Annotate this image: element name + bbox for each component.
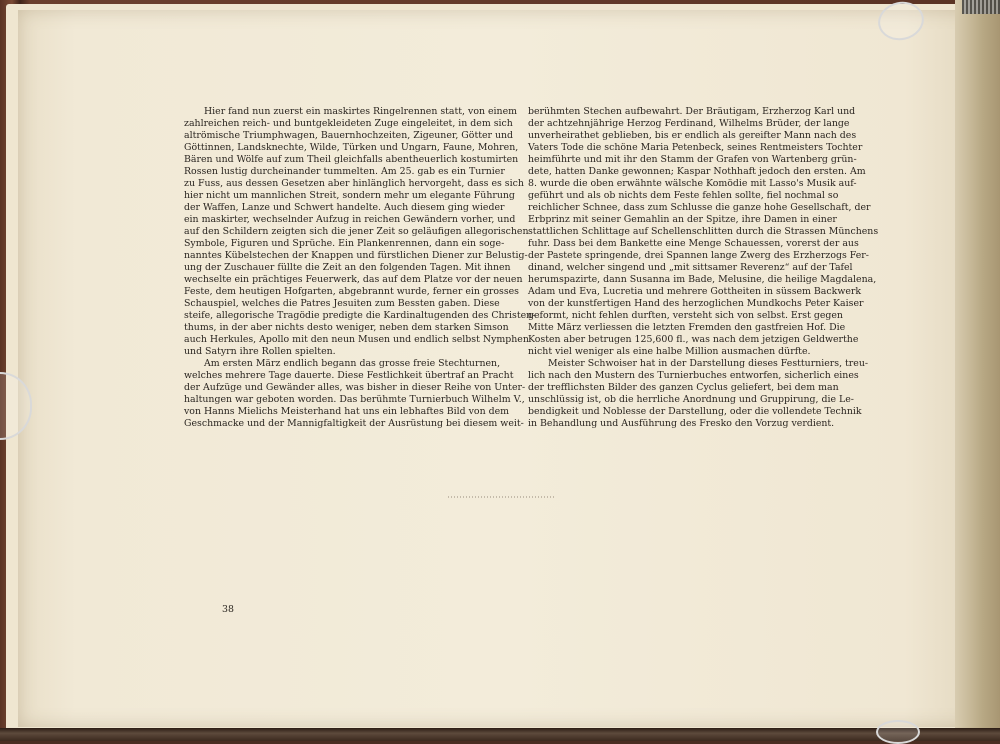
text-line-content: der Pastete springende, drei Spannen lange Zwerg des Erzherzogs Fer- <box>528 250 869 262</box>
text-line <box>528 346 832 358</box>
text-line <box>528 418 835 430</box>
text-line <box>528 322 846 334</box>
text-line-content: wechselte ein prächtiges Feuerwerk, das auf dem Platze vor der neuen <box>184 274 523 286</box>
text-line-content: Geschmacke und der Mannigfaltigkeit der Ausrüstung bei diesem weit- <box>184 418 524 430</box>
text-line-content: Kosten aber betrugen 125,600 fl., was nach dem jetzigen Geldwerthe <box>528 334 859 346</box>
text-line-content: zu Fuss, aus dessen Gesetzen aber hinlänglich hervorgeht, dass es sich <box>184 178 524 190</box>
text-line-content: von Hanns Mielichs Meisterhand hat uns ein lebhaftes Bild von dem <box>184 406 510 418</box>
text-line <box>528 262 853 274</box>
text-line-content: fuhr. Dass bei dem Bankette eine Menge Schauessen, vorerst der aus <box>528 238 859 250</box>
text-line-content: nicht viel weniger als eine halbe Million ausmachen dürfte. <box>528 346 811 358</box>
page-number: 38 <box>222 604 234 615</box>
text-line-content: ein maskirter, wechselnder Aufzug in reichen Gewändern vorher, und <box>184 214 516 226</box>
text-line <box>528 298 864 310</box>
text-line <box>528 214 837 226</box>
text-line-content: Mitte März verliessen die letzten Fremden den gastfreien Hof. Die <box>528 322 846 334</box>
text-line-content: zahlreichen reich- und buntgekleideten Zuge eingeleitet, in dem sich <box>184 118 513 130</box>
text-line <box>528 406 862 418</box>
text-line-content: Rossen lustig durcheinander tummelten. Am 25. gab es ein Turnier <box>184 166 505 178</box>
text-line-content: Am ersten März endlich begann das grosse freie Stechturnen, <box>204 358 501 370</box>
text-line-content: 8. wurde die oben erwähnte wälsche Komödie mit Lasso's Musik auf- <box>528 178 857 190</box>
text-line <box>528 130 857 142</box>
text-line <box>528 178 857 190</box>
text-line-content: herumspazirte, dann Susanna im Bade, Melusine, die heilige Magdalena, <box>528 274 877 286</box>
text-line-content: Bären und Wölfe auf zum Theil gleichfalls abentheuerlich kostumirten <box>184 154 519 166</box>
text-line-content: berühmten Stechen aufbewahrt. Der Bräutigam, Erzherzog Karl und <box>528 106 856 117</box>
text-line <box>528 382 839 394</box>
text-line-content: dete, hatten Danke gewonnen; Kaspar Nothhaft jedoch den ersten. Am <box>528 166 866 178</box>
text-line-content: Schauspiel, welches die Patres Jesuiten zum Bessten gaben. Diese <box>184 298 500 310</box>
text-line <box>184 418 524 430</box>
text-line-content: haltungen war geboten worden. Das berühmte Turnierbuch Wilhelm V., <box>184 394 525 406</box>
text-line <box>184 202 505 214</box>
text-line <box>184 106 518 118</box>
text-line <box>528 310 843 322</box>
text-line <box>528 106 856 118</box>
text-line <box>184 262 511 274</box>
text-line <box>528 142 863 154</box>
text-line <box>528 394 854 406</box>
text-line-content: lich nach den Mustern des Turnierbuches entworfen, sicherlich eines <box>528 370 859 382</box>
text-line-content: Göttinnen, Landsknechte, Wilde, Türken und Ungarn, Faune, Mohren, <box>184 142 519 154</box>
text-line <box>184 394 525 406</box>
text-line <box>184 190 515 202</box>
text-line <box>184 346 490 358</box>
text-line <box>528 238 859 250</box>
text-line <box>184 118 513 130</box>
text-line <box>528 250 869 262</box>
text-line-content: auf den Schildern zeigten sich die jener Zeit so geläufigen allegorischen <box>184 226 529 238</box>
bottom-edge <box>0 728 1000 741</box>
text-line <box>184 286 519 298</box>
text-line <box>528 202 871 214</box>
text-line <box>528 358 869 370</box>
text-line-content: von der kunstfertigen Hand des herzoglichen Mundkochs Peter Kaiser <box>528 298 864 310</box>
text-line-content: unverheirathet geblieben, bis er endlich als gereifter Mann nach des <box>528 130 857 142</box>
text-line <box>528 370 859 382</box>
text-line-content: Symbole, Figuren und Sprüche. Ein Plankenrennen, dann ein soge- <box>184 238 505 250</box>
text-line <box>528 226 879 238</box>
text-line-content: Hier fand nun zuerst ein maskirtes Ringelrennen statt, von einem <box>204 106 518 117</box>
text-line-content: Adam und Eva, Lucretia und mehrere Gottheiten in süssem Backwerk <box>528 286 862 298</box>
text-line <box>184 166 505 178</box>
text-line <box>184 238 505 250</box>
text-line-content: der Waffen, Lanze und Schwert handelte. Auch diesem ging wieder <box>184 202 505 214</box>
text-line <box>184 406 510 418</box>
page-clip-bottom <box>876 720 920 744</box>
text-line <box>184 142 519 154</box>
text-line-content: thums, in der aber nichts desto weniger, neben dem starken Simson <box>184 322 509 334</box>
text-line-content: bendigkeit und Noblesse der Darstellung, oder die vollendete Technik <box>528 406 862 418</box>
text-line <box>528 190 839 202</box>
text-line <box>528 154 857 166</box>
spiral-binding <box>962 0 1000 14</box>
text-line <box>184 130 514 142</box>
text-line-content: in Behandlung und Ausführung des Fresko den Vorzug verdient. <box>528 418 835 430</box>
text-column-left <box>184 106 536 430</box>
text-line-content: hier nicht um mannlichen Streit, sondern mehr um elegante Führung <box>184 190 515 202</box>
text-line <box>184 274 523 286</box>
text-line-content: heimführte und mit ihr den Stamm der Grafen von Wartenberg grün- <box>528 154 857 166</box>
text-line-content: unschlüssig ist, ob die herrliche Anordnung und Gruppirung, die Le- <box>528 394 854 406</box>
text-line <box>528 334 859 346</box>
text-line-content: geführt und als ob nichts dem Feste fehlen sollte, fiel nochmal so <box>528 190 839 202</box>
text-line-content: der trefflichsten Bilder des ganzen Cyclus geliefert, bei dem man <box>528 382 839 394</box>
text-line <box>184 178 524 190</box>
text-line <box>528 166 866 178</box>
text-line <box>184 322 509 334</box>
text-line-content: geformt, nicht fehlen durften, versteht sich von selbst. Erst gegen <box>528 310 843 322</box>
text-line <box>184 154 519 166</box>
text-line-content: Erbprinz mit seiner Gemahlin an der Spitze, ihre Damen in einer <box>528 214 837 226</box>
text-line <box>184 250 528 262</box>
text-line-content: nanntes Kübelstechen der Knappen und fürstlichen Diener zur Belustig- <box>184 250 528 262</box>
text-line-content: steife, allegorische Tragödie predigte die Kardinaltugenden des Christen- <box>184 310 536 322</box>
text-line <box>184 298 500 310</box>
text-line-content: Meister Schwoiser hat in der Darstellung dieses Festturniers, treu- <box>548 358 869 370</box>
text-line-content: der achtzehnjährige Herzog Ferdinand, Wilhelms Brüder, der lange <box>528 118 850 130</box>
text-line-content: der Aufzüge und Gewänder alles, was bisher in dieser Reihe von Unter- <box>184 382 526 394</box>
text-line-content: Feste, dem heutigen Hofgarten, abgebrannt wurde, ferner ein grosses <box>184 286 519 298</box>
text-line <box>184 370 514 382</box>
text-line <box>184 226 529 238</box>
text-column-right <box>528 106 879 430</box>
text-line-content: altrömische Triumphwagen, Bauernhochzeiten, Zigeuner, Götter und <box>184 130 514 142</box>
text-line-content: ung der Zuschauer füllte die Zeit an den folgenden Tagen. Mit ihnen <box>184 262 511 274</box>
text-line <box>528 286 862 298</box>
text-line <box>528 274 877 286</box>
text-line <box>184 214 516 226</box>
text-line <box>184 334 529 346</box>
text-line <box>184 310 536 322</box>
text-line-content: Vaters Tode die schöne Maria Petenbeck, seines Rentmeisters Tochter <box>528 142 863 154</box>
book-binding <box>955 0 1000 741</box>
text-line-content: stattlichen Schlittage auf Schellenschlitten durch die Strassen Münchens <box>528 226 879 238</box>
text-line <box>184 358 501 370</box>
text-line-content: auch Herkules, Apollo mit den neun Musen und endlich selbst Nymphen <box>184 334 529 346</box>
text-line <box>528 118 850 130</box>
text-line-content: und Satyrn ihre Rollen spielten. <box>184 346 336 358</box>
print-smudge <box>448 496 554 498</box>
text-line-content: reichlicher Schnee, dass zum Schlusse die ganze hohe Gesellschaft, der <box>528 202 871 214</box>
text-line-content: dinand, welcher singend und „mit sittsamer Reverenz“ auf der Tafel <box>528 262 853 274</box>
text-line-content: welches mehrere Tage dauerte. Diese Festlichkeit übertraf an Pracht <box>184 370 514 382</box>
text-line <box>184 382 526 394</box>
